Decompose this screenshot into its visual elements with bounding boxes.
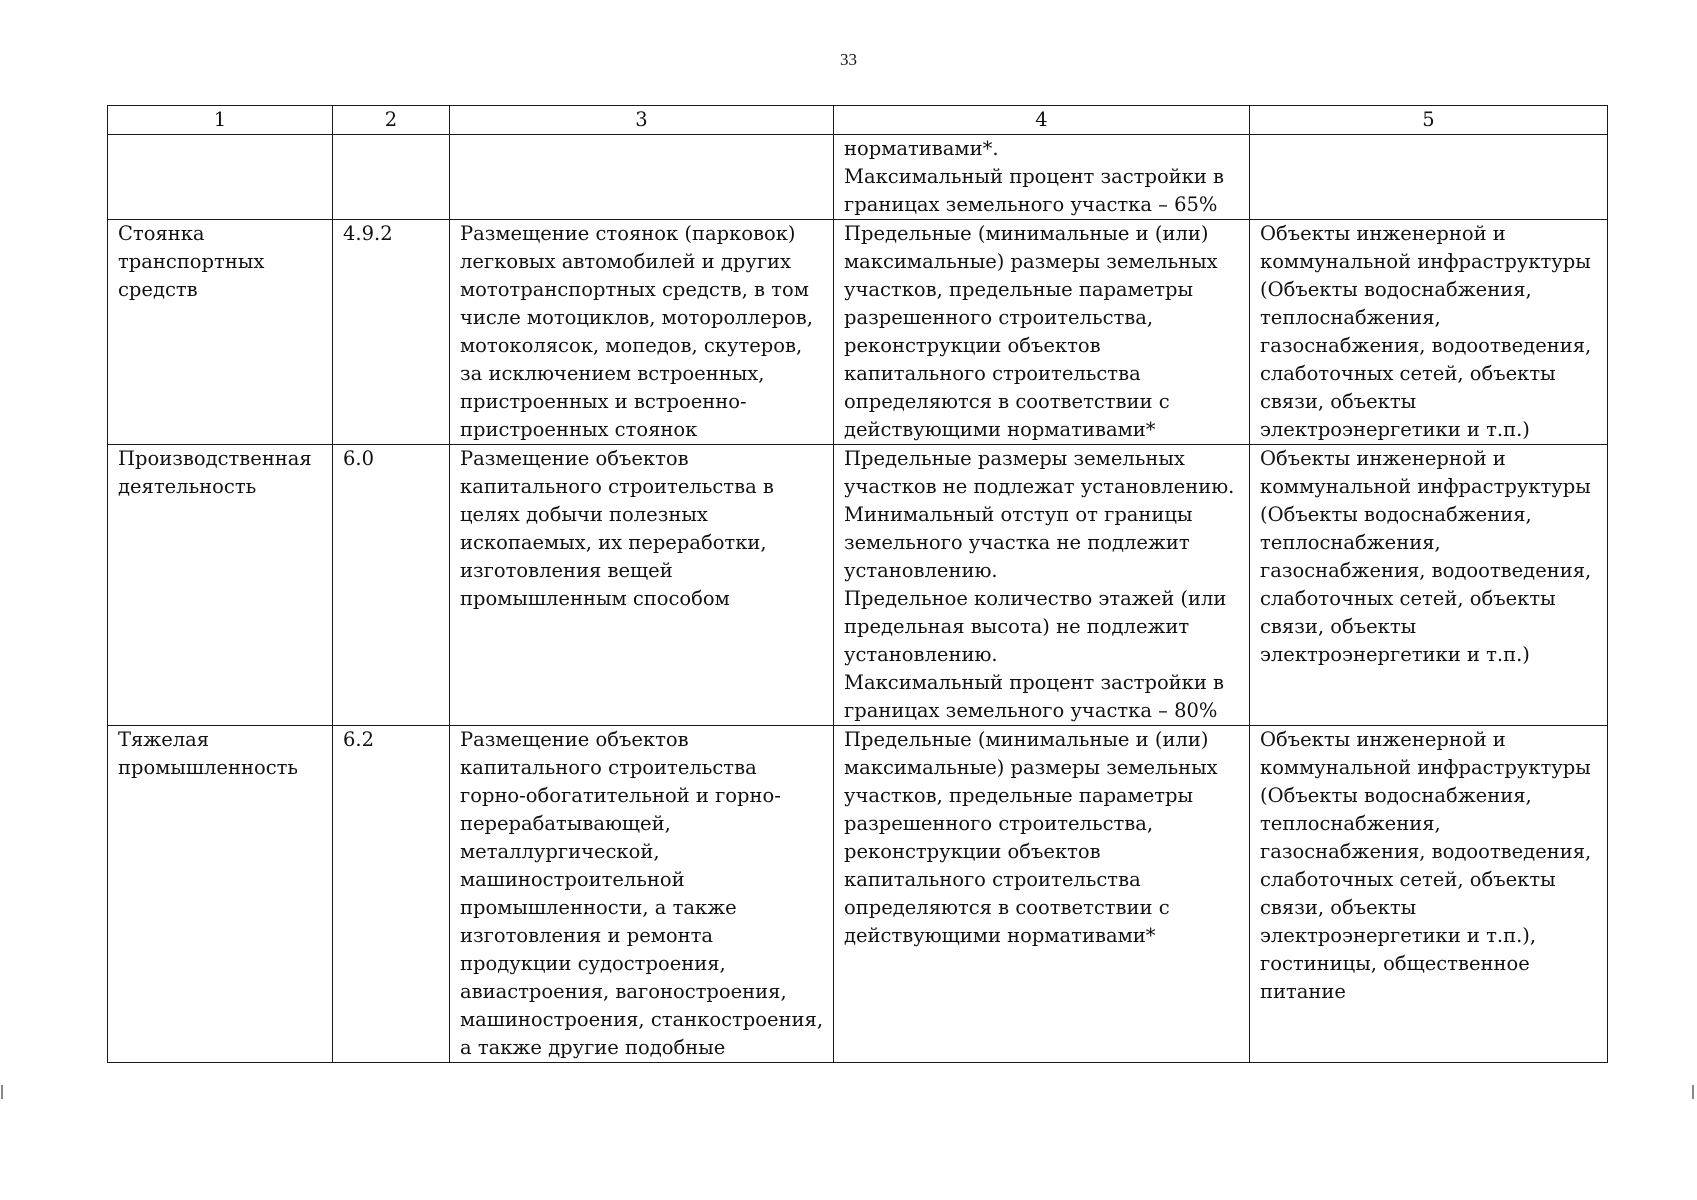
cell-text-line: связи, объекты bbox=[1260, 896, 1417, 919]
use-description-cell bbox=[450, 220, 834, 445]
column-header: 1 bbox=[108, 106, 333, 135]
cell-text-line: капитального строительства bbox=[460, 756, 757, 779]
cell-text-line: 6.0 bbox=[343, 447, 375, 470]
use-name-cell bbox=[108, 445, 333, 726]
column-header: 3 bbox=[450, 106, 834, 135]
use-name-cell bbox=[108, 726, 333, 1063]
use-parameters-cell bbox=[834, 135, 1250, 220]
cell-text-line: земельного участка не подлежит bbox=[844, 531, 1190, 554]
use-name-cell bbox=[108, 220, 333, 445]
scan-edge-mark-right bbox=[1692, 1085, 1694, 1099]
land-use-table bbox=[107, 105, 1608, 1063]
cell-text-line: машиностроения, станкостроения, bbox=[460, 1008, 824, 1031]
cell-text-line: теплоснабжения, bbox=[1260, 812, 1441, 835]
cell-text-line: участков не подлежат установлению. bbox=[844, 475, 1235, 498]
cell-text-line: гостиницы, общественное bbox=[1260, 952, 1530, 975]
cell-text-line: промышленности, а также bbox=[460, 896, 737, 919]
cell-text-line: электроэнергетики и т.п.) bbox=[1260, 643, 1530, 666]
use-infrastructure-cell bbox=[1250, 220, 1608, 445]
use-description-cell bbox=[450, 726, 834, 1063]
cell-text-line: определяются в соответствии с bbox=[844, 390, 1170, 413]
cell-text-line: продукции судостроения, bbox=[460, 952, 726, 975]
cell-text-line: (Объекты водоснабжения, bbox=[1260, 503, 1532, 526]
cell-text-line: определяются в соответствии с bbox=[844, 896, 1170, 919]
cell-text-line: связи, объекты bbox=[1260, 390, 1417, 413]
cell-text-line: реконструкции объектов bbox=[844, 334, 1101, 357]
cell-text-line: транспортных bbox=[118, 250, 265, 273]
cell-text-line: (Объекты водоснабжения, bbox=[1260, 784, 1532, 807]
cell-text-line: машиностроительной bbox=[460, 868, 685, 891]
cell-text-line: пристроенных стоянок bbox=[460, 418, 698, 441]
cell-text-line: изготовления и ремонта bbox=[460, 924, 714, 947]
cell-text-line: Тяжелая bbox=[118, 728, 210, 751]
cell-text-line: а также другие подобные bbox=[460, 1036, 726, 1059]
use-code-cell bbox=[333, 445, 450, 726]
cell-text-line: разрешенного строительства, bbox=[844, 812, 1154, 835]
cell-text-line: ископаемых, их переработки, bbox=[460, 531, 767, 554]
cell-text-line: изготовления вещей bbox=[460, 559, 673, 582]
cell-text-line: Предельные (минимальные и (или) bbox=[844, 222, 1209, 245]
table-body bbox=[108, 135, 1608, 1063]
cell-text-line: капитального строительства bbox=[844, 362, 1141, 385]
cell-text-line: теплоснабжения, bbox=[1260, 306, 1441, 329]
cell-text-line: 4.9.2 bbox=[343, 222, 393, 245]
cell-text-line: электроэнергетики и т.п.) bbox=[1260, 418, 1530, 441]
cell-text-line: числе мотоциклов, мотороллеров, bbox=[460, 306, 813, 329]
table-row bbox=[108, 445, 1608, 726]
scan-edge-mark-left bbox=[1, 1085, 3, 1099]
cell-text-line: действующими нормативами* bbox=[844, 924, 1156, 947]
cell-text-line: коммунальной инфраструктуры bbox=[1260, 250, 1591, 273]
cell-text-line: газоснабжения, водоотведения, bbox=[1260, 559, 1592, 582]
table-row bbox=[108, 135, 1608, 220]
table-row bbox=[108, 220, 1608, 445]
cell-text-line: мотоколясок, мопедов, скутеров, bbox=[460, 334, 803, 357]
cell-text-line: разрешенного строительства, bbox=[844, 306, 1154, 329]
cell-text-line: Предельное количество этажей (или bbox=[844, 587, 1227, 610]
cell-text-line: Стоянка bbox=[118, 222, 205, 245]
cell-text-line: газоснабжения, водоотведения, bbox=[1260, 840, 1592, 863]
cell-text-line: целях добычи полезных bbox=[460, 503, 708, 526]
cell-text-line: 6.2 bbox=[343, 728, 375, 751]
column-header: 2 bbox=[333, 106, 450, 135]
cell-text-line: горно-обогатительной и горно- bbox=[460, 784, 781, 807]
use-code-cell bbox=[333, 726, 450, 1063]
cell-text-line: газоснабжения, водоотведения, bbox=[1260, 334, 1592, 357]
cell-text-line: Объекты инженерной и bbox=[1260, 222, 1506, 245]
cell-text-line: за исключением встроенных, bbox=[460, 362, 765, 385]
cell-text-line: коммунальной инфраструктуры bbox=[1260, 475, 1591, 498]
use-infrastructure-cell bbox=[1250, 726, 1608, 1063]
cell-text-line: деятельность bbox=[118, 475, 257, 498]
cell-text-line: границах земельного участка – 65% bbox=[844, 193, 1218, 216]
cell-text-line: Размещение объектов bbox=[460, 447, 689, 470]
cell-text-line: промышленным способом bbox=[460, 587, 730, 610]
cell-text-line: Объекты инженерной и bbox=[1260, 728, 1506, 751]
cell-text-line: теплоснабжения, bbox=[1260, 531, 1441, 554]
cell-text-line: слаботочных сетей, объекты bbox=[1260, 362, 1556, 385]
cell-text-line: пристроенных и встроенно- bbox=[460, 390, 747, 413]
cell-text-line: предельная высота) не подлежит bbox=[844, 615, 1190, 638]
cell-text-line: (Объекты водоснабжения, bbox=[1260, 278, 1532, 301]
use-infrastructure-cell bbox=[1250, 135, 1608, 220]
use-parameters-cell bbox=[834, 220, 1250, 445]
cell-text-line: капитального строительства bbox=[844, 868, 1141, 891]
use-code-cell bbox=[333, 220, 450, 445]
cell-text-line: слаботочных сетей, объекты bbox=[1260, 868, 1556, 891]
cell-text-line: установлению. bbox=[844, 643, 998, 666]
cell-text-line: мототранспортных средств, в том bbox=[460, 278, 809, 301]
use-name-cell bbox=[108, 135, 333, 220]
use-parameters-cell bbox=[834, 726, 1250, 1063]
use-code-cell bbox=[333, 135, 450, 220]
cell-text-line: границах земельного участка – 80% bbox=[844, 699, 1218, 722]
page-number: 33 bbox=[840, 50, 857, 69]
cell-text-line: слаботочных сетей, объекты bbox=[1260, 587, 1556, 610]
use-parameters-cell bbox=[834, 445, 1250, 726]
cell-text-line: связи, объекты bbox=[1260, 615, 1417, 638]
cell-text-line: участков, предельные параметры bbox=[844, 278, 1194, 301]
cell-text-line: Размещение объектов bbox=[460, 728, 689, 751]
cell-text-line: перерабатывающей, bbox=[460, 812, 671, 835]
cell-text-line: Минимальный отступ от границы bbox=[844, 503, 1193, 526]
use-description-cell bbox=[450, 135, 834, 220]
cell-text-line: Предельные (минимальные и (или) bbox=[844, 728, 1209, 751]
cell-text-line: Объекты инженерной и bbox=[1260, 447, 1506, 470]
use-description-cell bbox=[450, 445, 834, 726]
column-header: 5 bbox=[1250, 106, 1608, 135]
cell-text-line: максимальные) размеры земельных bbox=[844, 250, 1218, 273]
column-header: 4 bbox=[834, 106, 1250, 135]
cell-text-line: Предельные размеры земельных bbox=[844, 447, 1185, 470]
cell-text-line: авиастроения, вагоностроения, bbox=[460, 980, 787, 1003]
cell-text-line: Максимальный процент застройки в bbox=[844, 165, 1225, 188]
cell-text-line: электроэнергетики и т.п.), bbox=[1260, 924, 1537, 947]
cell-text-line: максимальные) размеры земельных bbox=[844, 756, 1218, 779]
cell-text-line: Максимальный процент застройки в bbox=[844, 671, 1225, 694]
cell-text-line: установлению. bbox=[844, 559, 998, 582]
cell-text-line: нормативами*. bbox=[844, 137, 999, 160]
cell-text-line: Производственная bbox=[118, 447, 312, 470]
cell-text-line: коммунальной инфраструктуры bbox=[1260, 756, 1591, 779]
table-header-row bbox=[108, 106, 1608, 135]
table-row bbox=[108, 726, 1608, 1063]
cell-text-line: питание bbox=[1260, 980, 1346, 1003]
cell-text-line: капитального строительства в bbox=[460, 475, 774, 498]
use-infrastructure-cell bbox=[1250, 445, 1608, 726]
cell-text-line: средств bbox=[118, 278, 198, 301]
cell-text-line: легковых автомобилей и других bbox=[460, 250, 792, 273]
cell-text-line: реконструкции объектов bbox=[844, 840, 1101, 863]
cell-text-line: Размещение стоянок (парковок) bbox=[460, 222, 796, 245]
cell-text-line: промышленность bbox=[118, 756, 299, 779]
cell-text-line: действующими нормативами* bbox=[844, 418, 1156, 441]
cell-text-line: участков, предельные параметры bbox=[844, 784, 1194, 807]
cell-text-line: металлургической, bbox=[460, 840, 660, 863]
